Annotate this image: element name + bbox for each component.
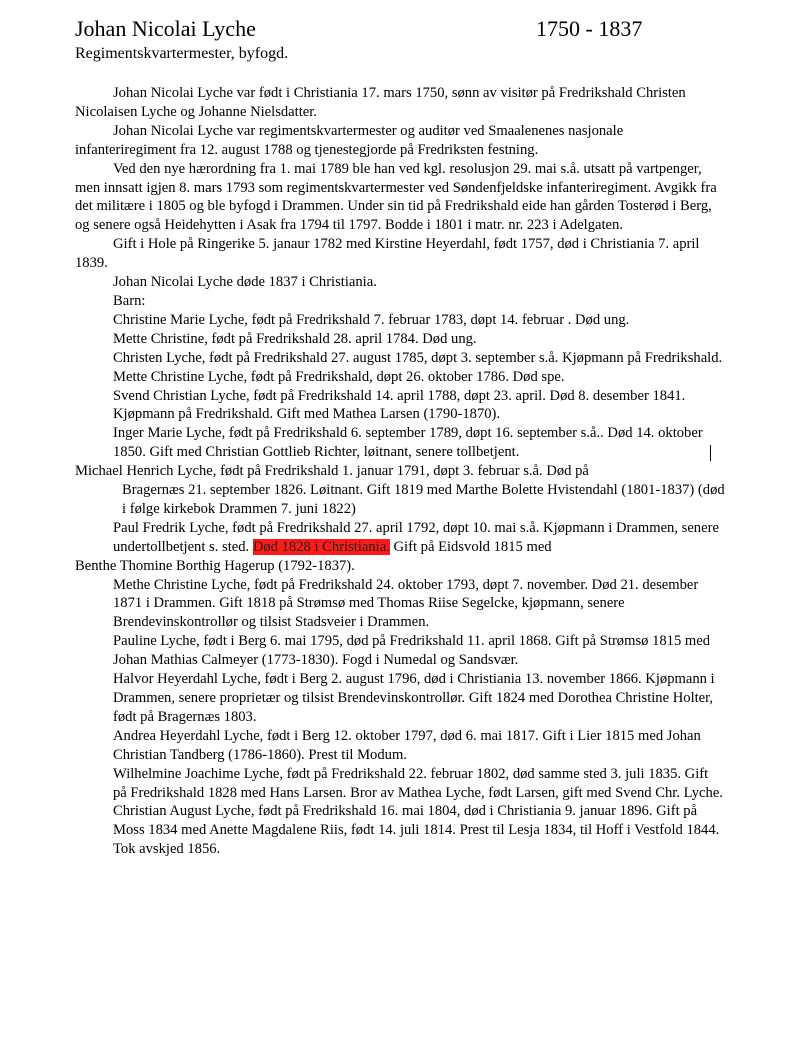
highlighted-text: Død 1828 i Christiania. bbox=[252, 538, 390, 555]
children-heading: Barn: bbox=[113, 292, 146, 309]
paragraph-career: Johan Nicolai Lyche var regimentskvartermester og auditør ved Smaalenenes nasjonale infanteriregiment fra 12. august 1788 og tjenestegjorde på Fredriksten festning. bbox=[75, 122, 624, 158]
text-cursor bbox=[710, 445, 711, 461]
child-entry-first-line: Michael Henrich Lyche, født på Fredrikshald 1. januar 1791, døpt 3. februar s.å. Død på bbox=[75, 463, 589, 480]
paragraph-reorganization: Ved den nye hærordning fra 1. mai 1789 ble han ved kgl. resolusjon 29. mai s.å. utsatt på vartpenger, men innsatt igjen 8. mars 1793 som regimentskvartermester ved Søndenfjeldske infanteriregiment. Avgikk fra det militære i 1805 og ble byfogd i Drammen. Under sin tid på Fredrikshald eide han gården Tosterød i Berg, og senere også Heidehytten i Asak fra 1794 til 1797. Bodde i 1801 i matr. nr. 223 i Adelgaten. bbox=[75, 160, 717, 234]
child-entry: Methe Christine Lyche, født på Fredrikshald 24. oktober 1793, døpt 7. november. Død 21. desember 1871 i Drammen. Gift 1818 på Strømsø med Thomas Riise Segelcke, kjøpmann, senere Brendevinskontrollør og tilsist Stadsveier i Drammen. bbox=[113, 576, 699, 631]
child-entry bbox=[75, 424, 725, 462]
paragraph-birth: Johan Nicolai Lyche var født i Christiania 17. mars 1750, sønn av visitør på Fredrikshald Christen Nicolaisen Lyche og Johanne Nielsdatter. bbox=[75, 85, 686, 120]
life-years: 1750 - 1837 bbox=[536, 16, 643, 41]
child-entry-text-after: Gift på Eidsvold 1815 med bbox=[389, 538, 552, 555]
child-entry: Mette Christine Lyche, født på Fredrikshald, døpt 26. oktober 1786. Død spe. bbox=[113, 368, 565, 385]
child-entry: Halvor Heyerdahl Lyche, født i Berg 2. august 1796, død i Christiania 13. november 1866. Kjøpmann i Drammen, senere proprietær og tilsist Brendevinskontrollør. Gift 1824 med Dorothea Christine Holter, født på Bragernæs 1803. bbox=[113, 671, 715, 725]
document-body bbox=[75, 84, 725, 859]
child-entry-continuation: Bragernæs 21. september 1826. Løitnant. Gift 1819 med Marthe Bolette Hvistendahl (1801-1837) (død i følge kirkebok Drammen 7. juni 1822) bbox=[122, 482, 725, 517]
child-entry: Christine Marie Lyche, født på Fredrikshald 7. februar 1783, døpt 14. februar . Død ung. bbox=[113, 311, 630, 328]
paragraph-marriage: Gift i Hole på Ringerike 5. janaur 1782 med Kirstine Heyerdahl, født 1757, død i Christiania 7. april 1839. bbox=[75, 236, 700, 272]
child-entry-wrap: Benthe Thomine Borthig Hagerup (1792-1837). bbox=[75, 557, 355, 574]
child-entry-text: Inger Marie Lyche, født på Fredrikshald 6. september 1789, døpt 16. september s.å.. Død 14. oktober 1850. Gift med Christian Gottlieb Richter, løitnant, senere tollbetjent. bbox=[113, 425, 703, 461]
document-subtitle: Regimentskvartermester, byfogd. bbox=[75, 45, 289, 62]
child-entry: Svend Christian Lyche, født på Fredrikshald 14. april 1788, døpt 23. april. Død 8. desember 1841. Kjøpmann på Fredrikshald. Gift med Mathea Larsen (1790-1870). bbox=[113, 387, 686, 423]
child-entry bbox=[75, 519, 725, 557]
paragraph-death: Johan Nicolai Lyche døde 1837 i Christiania. bbox=[113, 274, 377, 291]
child-entry: Pauline Lyche, født i Berg 6. mai 1795, død på Fredrikshald 11. april 1868. Gift på Strømsø 1815 med Johan Mathias Calmeyer (1773-1830). Fogd i Numedal og Sandsvær. bbox=[113, 633, 711, 669]
child-entry: Christian August Lyche, født på Fredrikshald 16. mai 1804, død i Christiania 9. januar 1896. Gift på Moss 1834 med Anette Magdalene Riis, født 14. juli 1814. Prest til Lesja 1834, til Hoff i Vestfold 1844. Tok avskjed 1856. bbox=[113, 803, 720, 858]
child-entry-text: Paul Fredrik Lyche, født på Fredrikshald 27. april 1792, døpt 10. mai s.å. Kjøpmann i Drammen, senere undertollbetjent s. sted. bbox=[113, 519, 719, 555]
child-entry: Christen Lyche, født på Fredrikshald 27. august 1785, døpt 3. september s.å. Kjøpmann på Fredrikshald. bbox=[113, 349, 723, 366]
child-entry: Mette Christine, født på Fredrikshald 28. april 1784. Død ung. bbox=[113, 330, 477, 347]
child-entry: Andrea Heyerdahl Lyche, født i Berg 12. oktober 1797, død 6. mai 1817. Gift i Lier 1815 med Johan Christian Tandberg (1786-1860). Prest til Modum. bbox=[113, 727, 701, 763]
child-entry: Wilhelmine Joachime Lyche, født på Fredrikshald 22. februar 1802, død samme sted 3. juli 1835. Gift på Fredrikshald 1828 med Hans Larsen. Bror av Mathea Lyche, født Larsen, gift med Svend Chr. Lyche. bbox=[113, 765, 723, 801]
person-name: Johan Nicolai Lyche bbox=[75, 16, 256, 41]
